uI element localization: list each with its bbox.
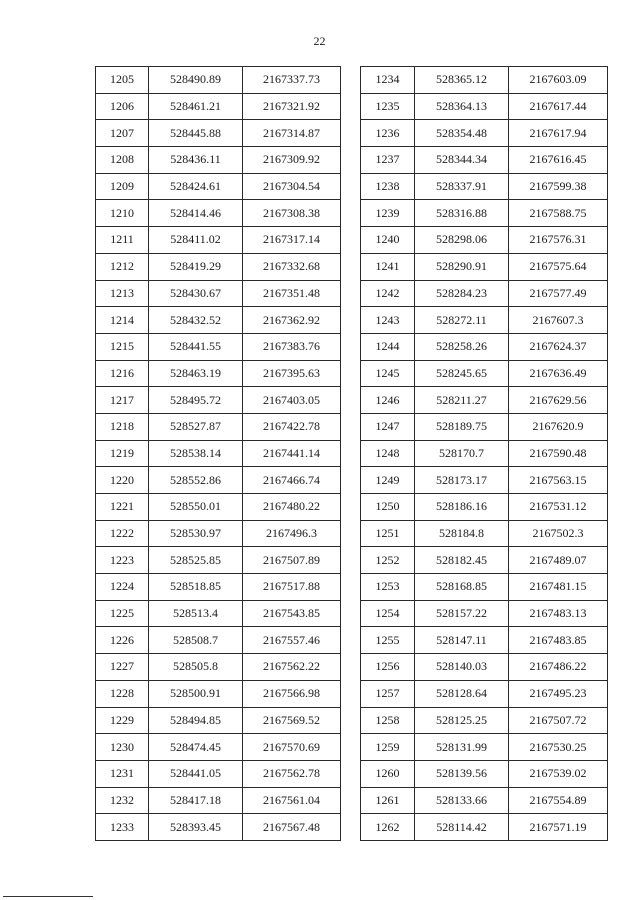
y-coordinate-cell: 2167362.92 (243, 307, 341, 334)
point-number-cell: 1209 (96, 173, 149, 200)
table-row (96, 467, 341, 494)
y-coordinate-cell: 2167395.63 (243, 360, 341, 387)
table-row (361, 734, 608, 761)
point-number-cell: 1247 (361, 413, 415, 440)
table-row (96, 814, 341, 841)
y-coordinate-cell: 2167543.85 (243, 600, 341, 627)
table-row (96, 253, 341, 280)
y-coordinate-cell: 2167617.44 (509, 93, 608, 120)
table-row (361, 147, 608, 174)
y-coordinate-cell: 2167317.14 (243, 227, 341, 254)
y-coordinate-cell: 2167383.76 (243, 333, 341, 360)
point-number-cell: 1256 (361, 654, 415, 681)
point-number-cell: 1229 (96, 707, 149, 734)
table-row (361, 387, 608, 414)
point-number-cell: 1221 (96, 494, 149, 521)
point-number-cell: 1238 (361, 173, 415, 200)
x-coordinate-cell: 528186.16 (415, 494, 509, 521)
point-number-cell: 1251 (361, 520, 415, 547)
x-coordinate-cell: 528495.72 (149, 387, 243, 414)
x-coordinate-cell: 528147.11 (415, 627, 509, 654)
table-row (96, 387, 341, 414)
point-number-cell: 1240 (361, 227, 415, 254)
point-number-cell: 1223 (96, 547, 149, 574)
table-row (96, 600, 341, 627)
y-coordinate-cell: 2167495.23 (509, 680, 608, 707)
point-number-cell: 1215 (96, 333, 149, 360)
table-row (361, 93, 608, 120)
y-coordinate-cell: 2167351.48 (243, 280, 341, 307)
y-coordinate-cell: 2167561.04 (243, 787, 341, 814)
point-number-cell: 1225 (96, 600, 149, 627)
point-number-cell: 1248 (361, 440, 415, 467)
y-coordinate-cell: 2167321.92 (243, 93, 341, 120)
x-coordinate-cell: 528414.46 (149, 200, 243, 227)
point-number-cell: 1249 (361, 467, 415, 494)
y-coordinate-cell: 2167531.12 (509, 494, 608, 521)
point-number-cell: 1250 (361, 494, 415, 521)
x-coordinate-cell: 528552.86 (149, 467, 243, 494)
x-coordinate-cell: 528411.02 (149, 227, 243, 254)
table-row (96, 520, 341, 547)
y-coordinate-cell: 2167466.74 (243, 467, 341, 494)
y-coordinate-cell: 2167575.64 (509, 253, 608, 280)
y-coordinate-cell: 2167571.19 (509, 814, 608, 841)
y-coordinate-cell: 2167570.69 (243, 734, 341, 761)
point-number-cell: 1219 (96, 440, 149, 467)
table-row (96, 413, 341, 440)
table-row (96, 654, 341, 681)
table-row (96, 307, 341, 334)
x-coordinate-cell: 528432.52 (149, 307, 243, 334)
x-coordinate-cell: 528140.03 (415, 654, 509, 681)
x-coordinate-cell: 528168.85 (415, 574, 509, 601)
y-coordinate-cell: 2167481.15 (509, 574, 608, 601)
coordinates-table-right (360, 66, 608, 841)
table-row (361, 173, 608, 200)
x-coordinate-cell: 528133.66 (415, 787, 509, 814)
x-coordinate-cell: 528189.75 (415, 413, 509, 440)
y-coordinate-cell: 2167620.9 (509, 413, 608, 440)
y-coordinate-cell: 2167441.14 (243, 440, 341, 467)
table-row (361, 494, 608, 521)
x-coordinate-cell: 528182.45 (415, 547, 509, 574)
y-coordinate-cell: 2167629.56 (509, 387, 608, 414)
footnote-divider (3, 896, 93, 897)
point-number-cell: 1234 (361, 67, 415, 94)
table-row (361, 680, 608, 707)
point-number-cell: 1210 (96, 200, 149, 227)
point-number-cell: 1232 (96, 787, 149, 814)
x-coordinate-cell: 528538.14 (149, 440, 243, 467)
table-row (96, 227, 341, 254)
coordinates-table-left (95, 66, 341, 841)
point-number-cell: 1216 (96, 360, 149, 387)
y-coordinate-cell: 2167483.13 (509, 600, 608, 627)
table-row (96, 360, 341, 387)
x-coordinate-cell: 528245.65 (415, 360, 509, 387)
point-number-cell: 1239 (361, 200, 415, 227)
point-number-cell: 1217 (96, 387, 149, 414)
y-coordinate-cell: 2167590.48 (509, 440, 608, 467)
point-number-cell: 1224 (96, 574, 149, 601)
y-coordinate-cell: 2167304.54 (243, 173, 341, 200)
point-number-cell: 1253 (361, 574, 415, 601)
point-number-cell: 1262 (361, 814, 415, 841)
point-number-cell: 1212 (96, 253, 149, 280)
x-coordinate-cell: 528272.11 (415, 307, 509, 334)
x-coordinate-cell: 528463.19 (149, 360, 243, 387)
x-coordinate-cell: 528461.21 (149, 93, 243, 120)
table-row (361, 814, 608, 841)
x-coordinate-cell: 528139.56 (415, 760, 509, 787)
table-row (361, 520, 608, 547)
y-coordinate-cell: 2167624.37 (509, 333, 608, 360)
y-coordinate-cell: 2167517.88 (243, 574, 341, 601)
table-row (96, 333, 341, 360)
point-number-cell: 1213 (96, 280, 149, 307)
point-number-cell: 1222 (96, 520, 149, 547)
x-coordinate-cell: 528494.85 (149, 707, 243, 734)
point-number-cell: 1254 (361, 600, 415, 627)
point-number-cell: 1233 (96, 814, 149, 841)
y-coordinate-cell: 2167566.98 (243, 680, 341, 707)
table-row (361, 120, 608, 147)
x-coordinate-cell: 528430.67 (149, 280, 243, 307)
y-coordinate-cell: 2167314.87 (243, 120, 341, 147)
table-row (96, 734, 341, 761)
x-coordinate-cell: 528527.87 (149, 413, 243, 440)
x-coordinate-cell: 528445.88 (149, 120, 243, 147)
y-coordinate-cell: 2167588.75 (509, 200, 608, 227)
point-number-cell: 1207 (96, 120, 149, 147)
x-coordinate-cell: 528316.88 (415, 200, 509, 227)
y-coordinate-cell: 2167337.73 (243, 67, 341, 94)
x-coordinate-cell: 528170.7 (415, 440, 509, 467)
x-coordinate-cell: 528530.97 (149, 520, 243, 547)
table-row (361, 574, 608, 601)
y-coordinate-cell: 2167557.46 (243, 627, 341, 654)
y-coordinate-cell: 2167569.52 (243, 707, 341, 734)
x-coordinate-cell: 528298.06 (415, 227, 509, 254)
table-row (361, 200, 608, 227)
y-coordinate-cell: 2167403.05 (243, 387, 341, 414)
table-row (96, 280, 341, 307)
point-number-cell: 1255 (361, 627, 415, 654)
table-row (361, 307, 608, 334)
x-coordinate-cell: 528211.27 (415, 387, 509, 414)
table-row (361, 787, 608, 814)
point-number-cell: 1235 (361, 93, 415, 120)
x-coordinate-cell: 528419.29 (149, 253, 243, 280)
x-coordinate-cell: 528508.7 (149, 627, 243, 654)
x-coordinate-cell: 528131.99 (415, 734, 509, 761)
table-row (361, 67, 608, 94)
x-coordinate-cell: 528550.01 (149, 494, 243, 521)
x-coordinate-cell: 528364.13 (415, 93, 509, 120)
point-number-cell: 1244 (361, 333, 415, 360)
point-number-cell: 1205 (96, 67, 149, 94)
x-coordinate-cell: 528424.61 (149, 173, 243, 200)
x-coordinate-cell: 528354.48 (415, 120, 509, 147)
point-number-cell: 1228 (96, 680, 149, 707)
point-number-cell: 1243 (361, 307, 415, 334)
table-row (96, 760, 341, 787)
y-coordinate-cell: 2167554.89 (509, 787, 608, 814)
point-number-cell: 1220 (96, 467, 149, 494)
y-coordinate-cell: 2167332.68 (243, 253, 341, 280)
table-row (96, 147, 341, 174)
point-number-cell: 1258 (361, 707, 415, 734)
x-coordinate-cell: 528441.55 (149, 333, 243, 360)
point-number-cell: 1252 (361, 547, 415, 574)
table-row (96, 67, 341, 94)
table-row (96, 707, 341, 734)
point-number-cell: 1237 (361, 147, 415, 174)
table-row (361, 547, 608, 574)
point-number-cell: 1261 (361, 787, 415, 814)
x-coordinate-cell: 528184.8 (415, 520, 509, 547)
x-coordinate-cell: 528114.42 (415, 814, 509, 841)
page-number: 22 (313, 34, 326, 48)
x-coordinate-cell: 528490.89 (149, 67, 243, 94)
y-coordinate-cell: 2167567.48 (243, 814, 341, 841)
table-row (361, 333, 608, 360)
x-coordinate-cell: 528500.91 (149, 680, 243, 707)
table-row (361, 440, 608, 467)
y-coordinate-cell: 2167617.94 (509, 120, 608, 147)
y-coordinate-cell: 2167308.38 (243, 200, 341, 227)
point-number-cell: 1245 (361, 360, 415, 387)
y-coordinate-cell: 2167480.22 (243, 494, 341, 521)
y-coordinate-cell: 2167563.15 (509, 467, 608, 494)
table-row (361, 707, 608, 734)
x-coordinate-cell: 528365.12 (415, 67, 509, 94)
table-row (96, 547, 341, 574)
y-coordinate-cell: 2167422.78 (243, 413, 341, 440)
table-row (361, 413, 608, 440)
table-row (361, 360, 608, 387)
x-coordinate-cell: 528474.45 (149, 734, 243, 761)
table-row (361, 760, 608, 787)
point-number-cell: 1241 (361, 253, 415, 280)
x-coordinate-cell: 528128.64 (415, 680, 509, 707)
point-number-cell: 1227 (96, 654, 149, 681)
table-row (96, 120, 341, 147)
point-number-cell: 1257 (361, 680, 415, 707)
point-number-cell: 1230 (96, 734, 149, 761)
x-coordinate-cell: 528393.45 (149, 814, 243, 841)
point-number-cell: 1242 (361, 280, 415, 307)
x-coordinate-cell: 528518.85 (149, 574, 243, 601)
table-row (361, 253, 608, 280)
table-row (361, 600, 608, 627)
y-coordinate-cell: 2167530.25 (509, 734, 608, 761)
point-number-cell: 1211 (96, 227, 149, 254)
point-number-cell: 1260 (361, 760, 415, 787)
table-row (361, 280, 608, 307)
x-coordinate-cell: 528290.91 (415, 253, 509, 280)
y-coordinate-cell: 2167483.85 (509, 627, 608, 654)
y-coordinate-cell: 2167562.78 (243, 760, 341, 787)
y-coordinate-cell: 2167603.09 (509, 67, 608, 94)
y-coordinate-cell: 2167599.38 (509, 173, 608, 200)
table-row (96, 574, 341, 601)
point-number-cell: 1214 (96, 307, 149, 334)
y-coordinate-cell: 2167486.22 (509, 654, 608, 681)
x-coordinate-cell: 528436.11 (149, 147, 243, 174)
y-coordinate-cell: 2167577.49 (509, 280, 608, 307)
y-coordinate-cell: 2167562.22 (243, 654, 341, 681)
table-row (96, 680, 341, 707)
y-coordinate-cell: 2167576.31 (509, 227, 608, 254)
table-row (361, 467, 608, 494)
x-coordinate-cell: 528441.05 (149, 760, 243, 787)
table-row (96, 494, 341, 521)
table-row (96, 440, 341, 467)
table-row (96, 173, 341, 200)
point-number-cell: 1226 (96, 627, 149, 654)
x-coordinate-cell: 528344.34 (415, 147, 509, 174)
point-number-cell: 1246 (361, 387, 415, 414)
x-coordinate-cell: 528284.23 (415, 280, 509, 307)
point-number-cell: 1236 (361, 120, 415, 147)
point-number-cell: 1206 (96, 93, 149, 120)
x-coordinate-cell: 528337.91 (415, 173, 509, 200)
table-row (96, 627, 341, 654)
point-number-cell: 1218 (96, 413, 149, 440)
table-row (361, 227, 608, 254)
y-coordinate-cell: 2167507.89 (243, 547, 341, 574)
y-coordinate-cell: 2167502.3 (509, 520, 608, 547)
y-coordinate-cell: 2167309.92 (243, 147, 341, 174)
x-coordinate-cell: 528125.25 (415, 707, 509, 734)
point-number-cell: 1208 (96, 147, 149, 174)
y-coordinate-cell: 2167539.02 (509, 760, 608, 787)
point-number-cell: 1231 (96, 760, 149, 787)
y-coordinate-cell: 2167489.07 (509, 547, 608, 574)
y-coordinate-cell: 2167507.72 (509, 707, 608, 734)
table-row (361, 654, 608, 681)
x-coordinate-cell: 528173.17 (415, 467, 509, 494)
x-coordinate-cell: 528505.8 (149, 654, 243, 681)
x-coordinate-cell: 528258.26 (415, 333, 509, 360)
x-coordinate-cell: 528417.18 (149, 787, 243, 814)
y-coordinate-cell: 2167616.45 (509, 147, 608, 174)
y-coordinate-cell: 2167496.3 (243, 520, 341, 547)
x-coordinate-cell: 528513.4 (149, 600, 243, 627)
table-row (96, 93, 341, 120)
table-row (96, 200, 341, 227)
point-number-cell: 1259 (361, 734, 415, 761)
table-row (96, 787, 341, 814)
x-coordinate-cell: 528525.85 (149, 547, 243, 574)
y-coordinate-cell: 2167607.3 (509, 307, 608, 334)
y-coordinate-cell: 2167636.49 (509, 360, 608, 387)
table-row (361, 627, 608, 654)
x-coordinate-cell: 528157.22 (415, 600, 509, 627)
